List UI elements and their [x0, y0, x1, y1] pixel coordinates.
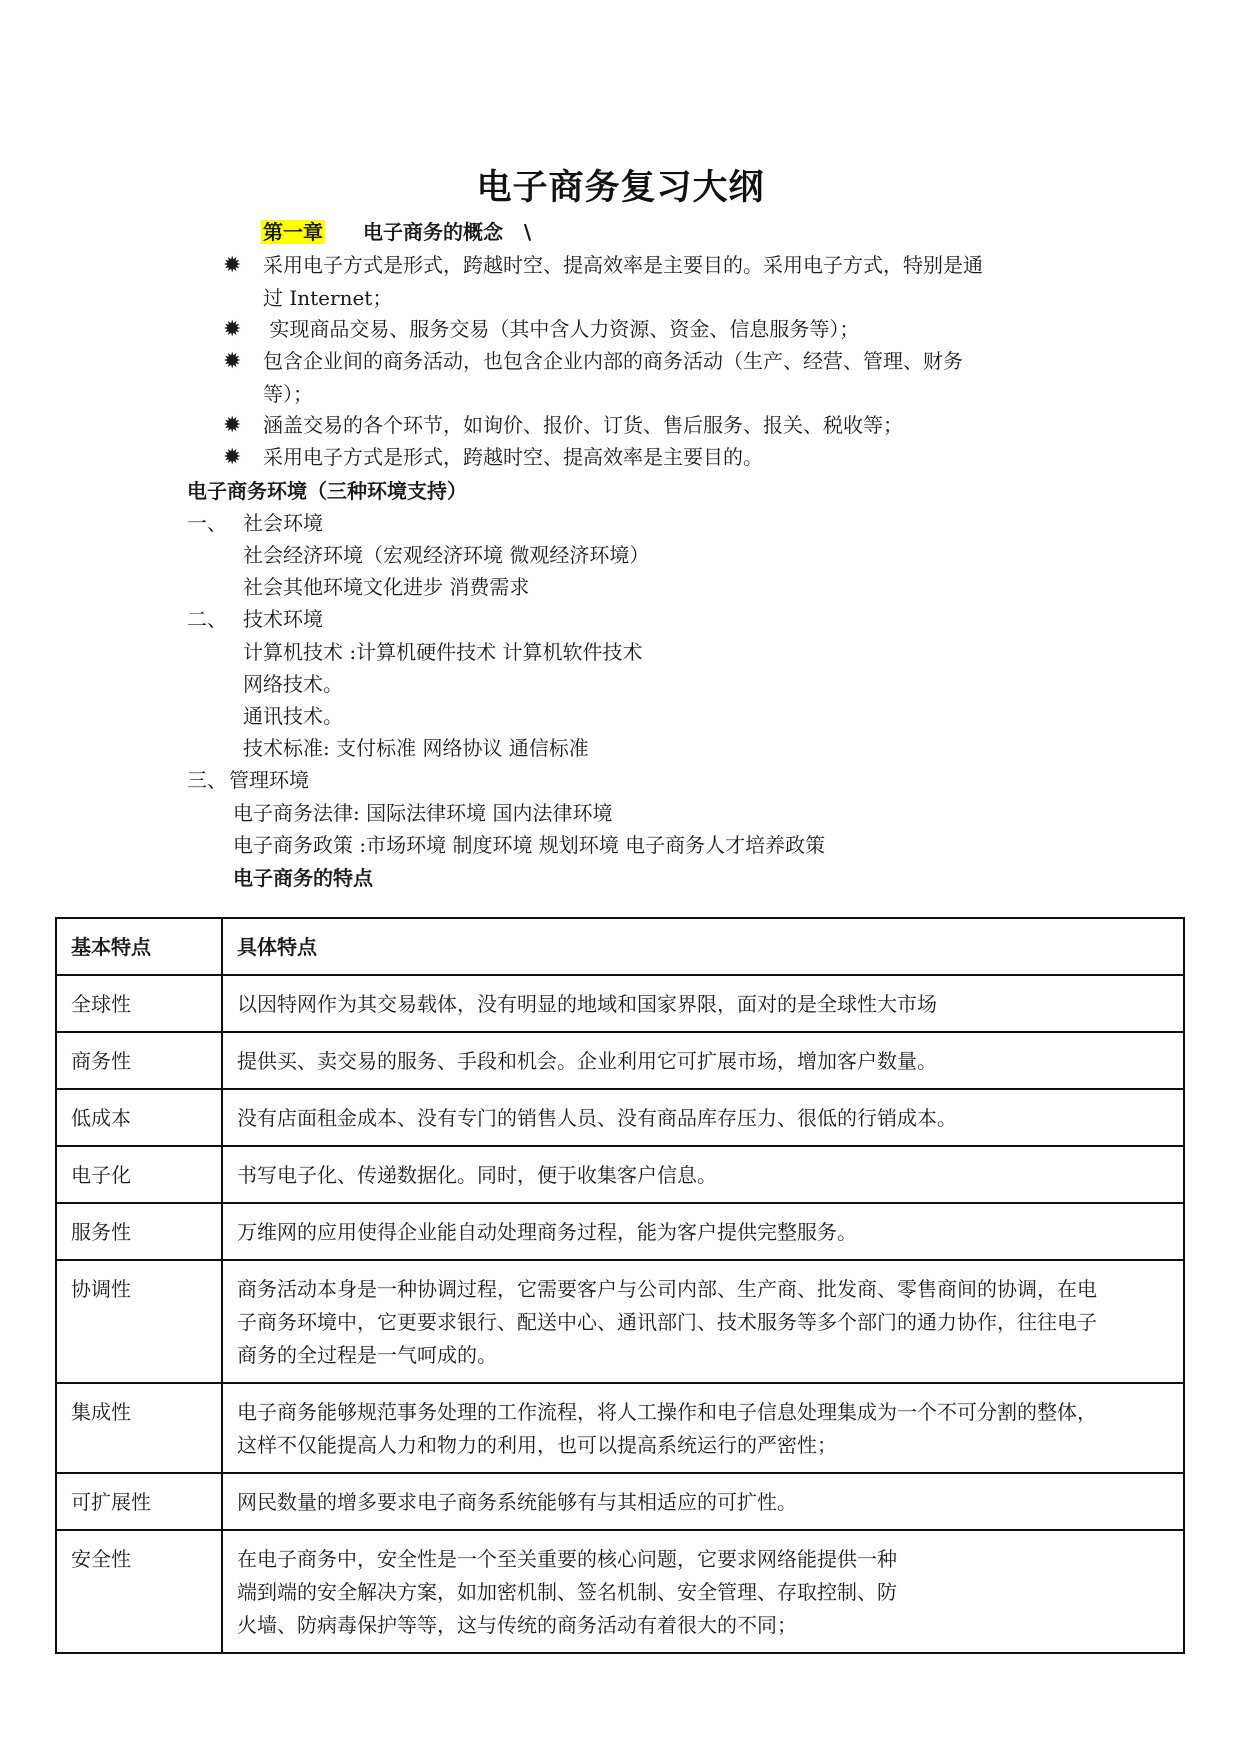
table-row	[56, 1383, 1184, 1473]
table-row	[56, 1089, 1184, 1146]
description-line: 没有店面租金成本、没有专门的销售人员、没有商品库存压力、很低的行销成本。	[237, 1106, 957, 1130]
env-section-title: 技术环境	[243, 607, 323, 631]
env-item: 通讯技术。	[243, 704, 343, 728]
chapter-heading	[261, 216, 531, 245]
table-header-row	[56, 918, 1184, 975]
description-line: 端到端的安全解决方案，如加密机制、签名机制、安全管理、存取控制、防	[237, 1580, 897, 1604]
concept-bullet: ✹ 采用电子方式是形式，跨越时空、提高效率是主要目的。采用电子方式，特别是通 过 Internet；	[223, 249, 983, 314]
bullet-icon: ✹	[223, 349, 242, 374]
env-item: 网络技术。	[243, 672, 343, 696]
feature-name-cell: 低成本	[56, 1089, 222, 1146]
concept-bullet: ✹ 实现商品交易、服务交易（其中含人力资源、资金、信息服务等）；	[223, 313, 859, 346]
feature-name-cell: 商务性	[56, 1032, 222, 1089]
feature-name-cell: 安全性	[56, 1530, 222, 1653]
description-line: 这样不仅能提高人力和物力的利用，也可以提高系统运行的严密性；	[237, 1433, 837, 1457]
env-item: 电子商务法律: 国际法律环境 国内法律环境	[233, 801, 613, 825]
env-item: 计算机技术 :计算机硬件技术 计算机软件技术	[243, 640, 643, 664]
feature-name-cell: 电子化	[56, 1146, 222, 1203]
feature-description-cell	[222, 1146, 1184, 1203]
header-basic-feature: 基本特点	[56, 918, 222, 975]
feature-name-cell: 可扩展性	[56, 1473, 222, 1530]
features-table	[55, 917, 1185, 1654]
feature-description-cell	[222, 1383, 1184, 1473]
env-item: 电子商务政策 :市场环境 制度环境 规划环境 电子商务人才培养政策	[233, 833, 826, 857]
description-line: 网民数量的增多要求电子商务系统能够有与其相适应的可扩性。	[237, 1490, 797, 1514]
chapter-label: 第一章	[263, 220, 323, 244]
page-title: 电子商务复习大纲	[476, 168, 765, 208]
description-line: 子商务环境中，它更要求银行、配送中心、通讯部门、技术服务等多个部门的通力协作，往往电子	[237, 1310, 1097, 1334]
concept-bullet: ✹ 采用电子方式是形式，跨越时空、提高效率是主要目的。	[223, 441, 763, 474]
description-line: 商务活动本身是一种协调过程，它需要客户与公司内部、生产商、批发商、零售商间的协调，在电	[237, 1277, 1097, 1301]
bullet-icon: ✹	[223, 317, 242, 342]
table-row	[56, 1530, 1184, 1653]
feature-name-cell: 协调性	[56, 1260, 222, 1383]
env-section-title: 社会环境	[243, 511, 323, 535]
env-item: 社会经济环境（宏观经济环境 微观经济环境）	[243, 543, 650, 567]
feature-description-cell	[222, 1203, 1184, 1260]
description-line: 在电子商务中，安全性是一个至关重要的核心问题，它要求网络能提供一种	[237, 1547, 897, 1571]
concept-bullet: ✹ 包含企业间的商务活动，也包含企业内部的商务活动（生产、经营、管理、财务 等）；	[223, 345, 963, 410]
table-row	[56, 975, 1184, 1032]
chapter-mark: \	[523, 220, 532, 244]
table-row	[56, 1203, 1184, 1260]
header-specific-feature: 具体特点	[222, 918, 1184, 975]
bullet-icon: ✹	[223, 413, 242, 438]
feature-description-cell	[222, 1260, 1184, 1383]
feature-description-cell	[222, 975, 1184, 1032]
table-row	[56, 1032, 1184, 1089]
feature-description-cell	[222, 1089, 1184, 1146]
env-section-number: 三、	[187, 768, 227, 792]
env-section-title: 管理环境	[229, 768, 309, 792]
bullet-icon: ✹	[223, 253, 242, 278]
chapter-title: 电子商务的概念	[363, 220, 503, 244]
feature-description-cell	[222, 1473, 1184, 1530]
feature-description-cell	[222, 1032, 1184, 1089]
description-line: 火墙、防病毒保护等等，这与传统的商务活动有着很大的不同；	[237, 1613, 797, 1637]
table-row	[56, 1260, 1184, 1383]
env-item: 社会其他环境文化进步 消费需求	[243, 575, 530, 599]
bullet-icon: ✹	[223, 445, 242, 470]
description-line: 书写电子化、传递数据化。同时，便于收集客户信息。	[237, 1163, 717, 1187]
feature-name-cell: 服务性	[56, 1203, 222, 1260]
env-heading: 电子商务环境（三种环境支持）	[187, 479, 467, 503]
feature-name-cell: 全球性	[56, 975, 222, 1032]
feature-name-cell: 集成性	[56, 1383, 222, 1473]
table-row	[56, 1146, 1184, 1203]
description-line: 以因特网作为其交易载体，没有明显的地域和国家界限，面对的是全球性大市场	[237, 992, 937, 1016]
env-section-number: 二、	[187, 607, 227, 631]
description-line: 商务的全过程是一气呵成的。	[237, 1343, 497, 1367]
description-line: 电子商务能够规范事务处理的工作流程，将人工操作和电子信息处理集成为一个不可分割的整体，	[237, 1400, 1097, 1424]
description-line: 万维网的应用使得企业能自动处理商务过程，能为客户提供完整服务。	[237, 1220, 857, 1244]
description-line: 提供买、卖交易的服务、手段和机会。企业利用它可扩展市场，增加客户数量。	[237, 1049, 937, 1073]
table-row	[56, 1473, 1184, 1530]
feature-description-cell	[222, 1530, 1184, 1653]
env-item: 技术标准: 支付标准 网络协议 通信标准	[243, 736, 589, 760]
features-heading: 电子商务的特点	[233, 866, 373, 890]
env-section-number: 一、	[187, 511, 227, 535]
concept-bullet: ✹ 涵盖交易的各个环节，如询价、报价、订货、售后服务、报关、税收等；	[223, 409, 903, 442]
